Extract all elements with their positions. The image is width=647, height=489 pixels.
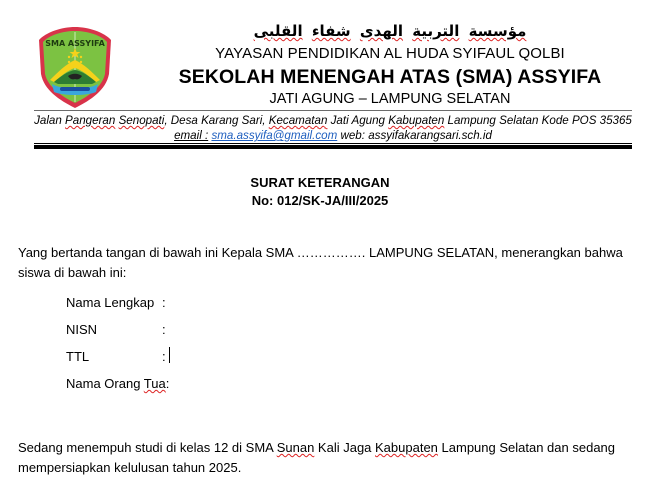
intro-paragraph — [18, 243, 633, 283]
email-label: email : — [174, 129, 209, 142]
intro-line: siswa di bawah ini: — [18, 265, 127, 280]
school-address — [34, 114, 632, 127]
field-label-nama-lengkap: Nama Lengkap — [66, 295, 155, 310]
closing-line: mempersiapkan kelulusan tahun 2025. — [18, 460, 242, 475]
arabic-word: القلبى — [253, 22, 303, 40]
intro-line: Yang bertanda tangan di bawah ini Kepala SMA ……………. LAMPUNG SELATAN, menerangkan bahwa — [18, 245, 623, 260]
field-label-nisn: NISN — [66, 322, 98, 337]
arabic-word: التربية — [412, 22, 460, 40]
closing-paragraph — [18, 438, 633, 478]
field-label-text: Nama Orang — [66, 376, 144, 391]
closing-word: Sunan — [276, 440, 315, 455]
letter-title: SURAT KETERANGAN — [250, 175, 390, 190]
text-cursor — [169, 347, 170, 363]
address-text: , Desa Karang Sari, — [164, 114, 269, 127]
website-text: web: assyifakarangsari.sch.id — [337, 129, 492, 142]
field-label-text: Tua — [143, 376, 166, 391]
address-word: Senopati — [118, 114, 165, 127]
arabic-word: شفاء — [311, 22, 351, 40]
letter-number: No: 012/SK-JA/III/2025 — [251, 193, 389, 208]
address-word: Kabupaten — [388, 114, 445, 127]
field-colon: : — [165, 376, 170, 391]
header-divider-thick — [34, 145, 632, 149]
school-contact — [34, 129, 632, 142]
address-word: Kecamatan — [268, 114, 328, 127]
header-divider-thick-top — [34, 143, 632, 144]
field-colon: : — [162, 322, 166, 337]
school-crest-icon — [36, 24, 114, 110]
school-location: JATI AGUNG – LAMPUNG SELATAN — [269, 91, 511, 107]
address-text: Jalan — [34, 114, 66, 127]
field-label-nama-orang-tua — [66, 376, 169, 391]
foundation-name: YAYASAN PENDIDIKAN AL HUDA SYIFAUL QOLBI — [215, 45, 565, 62]
closing-text: Sedang menempuh studi di kelas 12 di SMA — [18, 440, 277, 455]
arabic-foundation-name — [150, 22, 630, 40]
svg-text:SMA ASSYIFA: SMA ASSYIFA — [45, 39, 105, 48]
address-text: Jati Agung — [327, 114, 389, 127]
closing-word: Kabupaten — [375, 440, 438, 455]
email-link[interactable]: sma.assyifa@gmail.com — [211, 129, 338, 142]
field-label-ttl: TTL — [66, 349, 90, 364]
header-divider-thin — [34, 110, 632, 111]
school-name: SEKOLAH MENENGAH ATAS (SMA) ASSYIFA — [178, 66, 602, 88]
address-word: Pangeran — [65, 114, 116, 127]
closing-line — [18, 438, 633, 458]
closing-text: Kali Jaga — [314, 440, 376, 455]
arabic-word: مؤسسة — [468, 22, 527, 40]
closing-text: Lampung Selatan dan sedang — [437, 440, 616, 455]
field-colon: : — [162, 349, 166, 364]
field-colon: : — [162, 295, 166, 310]
address-text: Lampung Selatan Kode POS 35365 — [444, 114, 632, 127]
arabic-word: الهدى — [359, 22, 404, 40]
